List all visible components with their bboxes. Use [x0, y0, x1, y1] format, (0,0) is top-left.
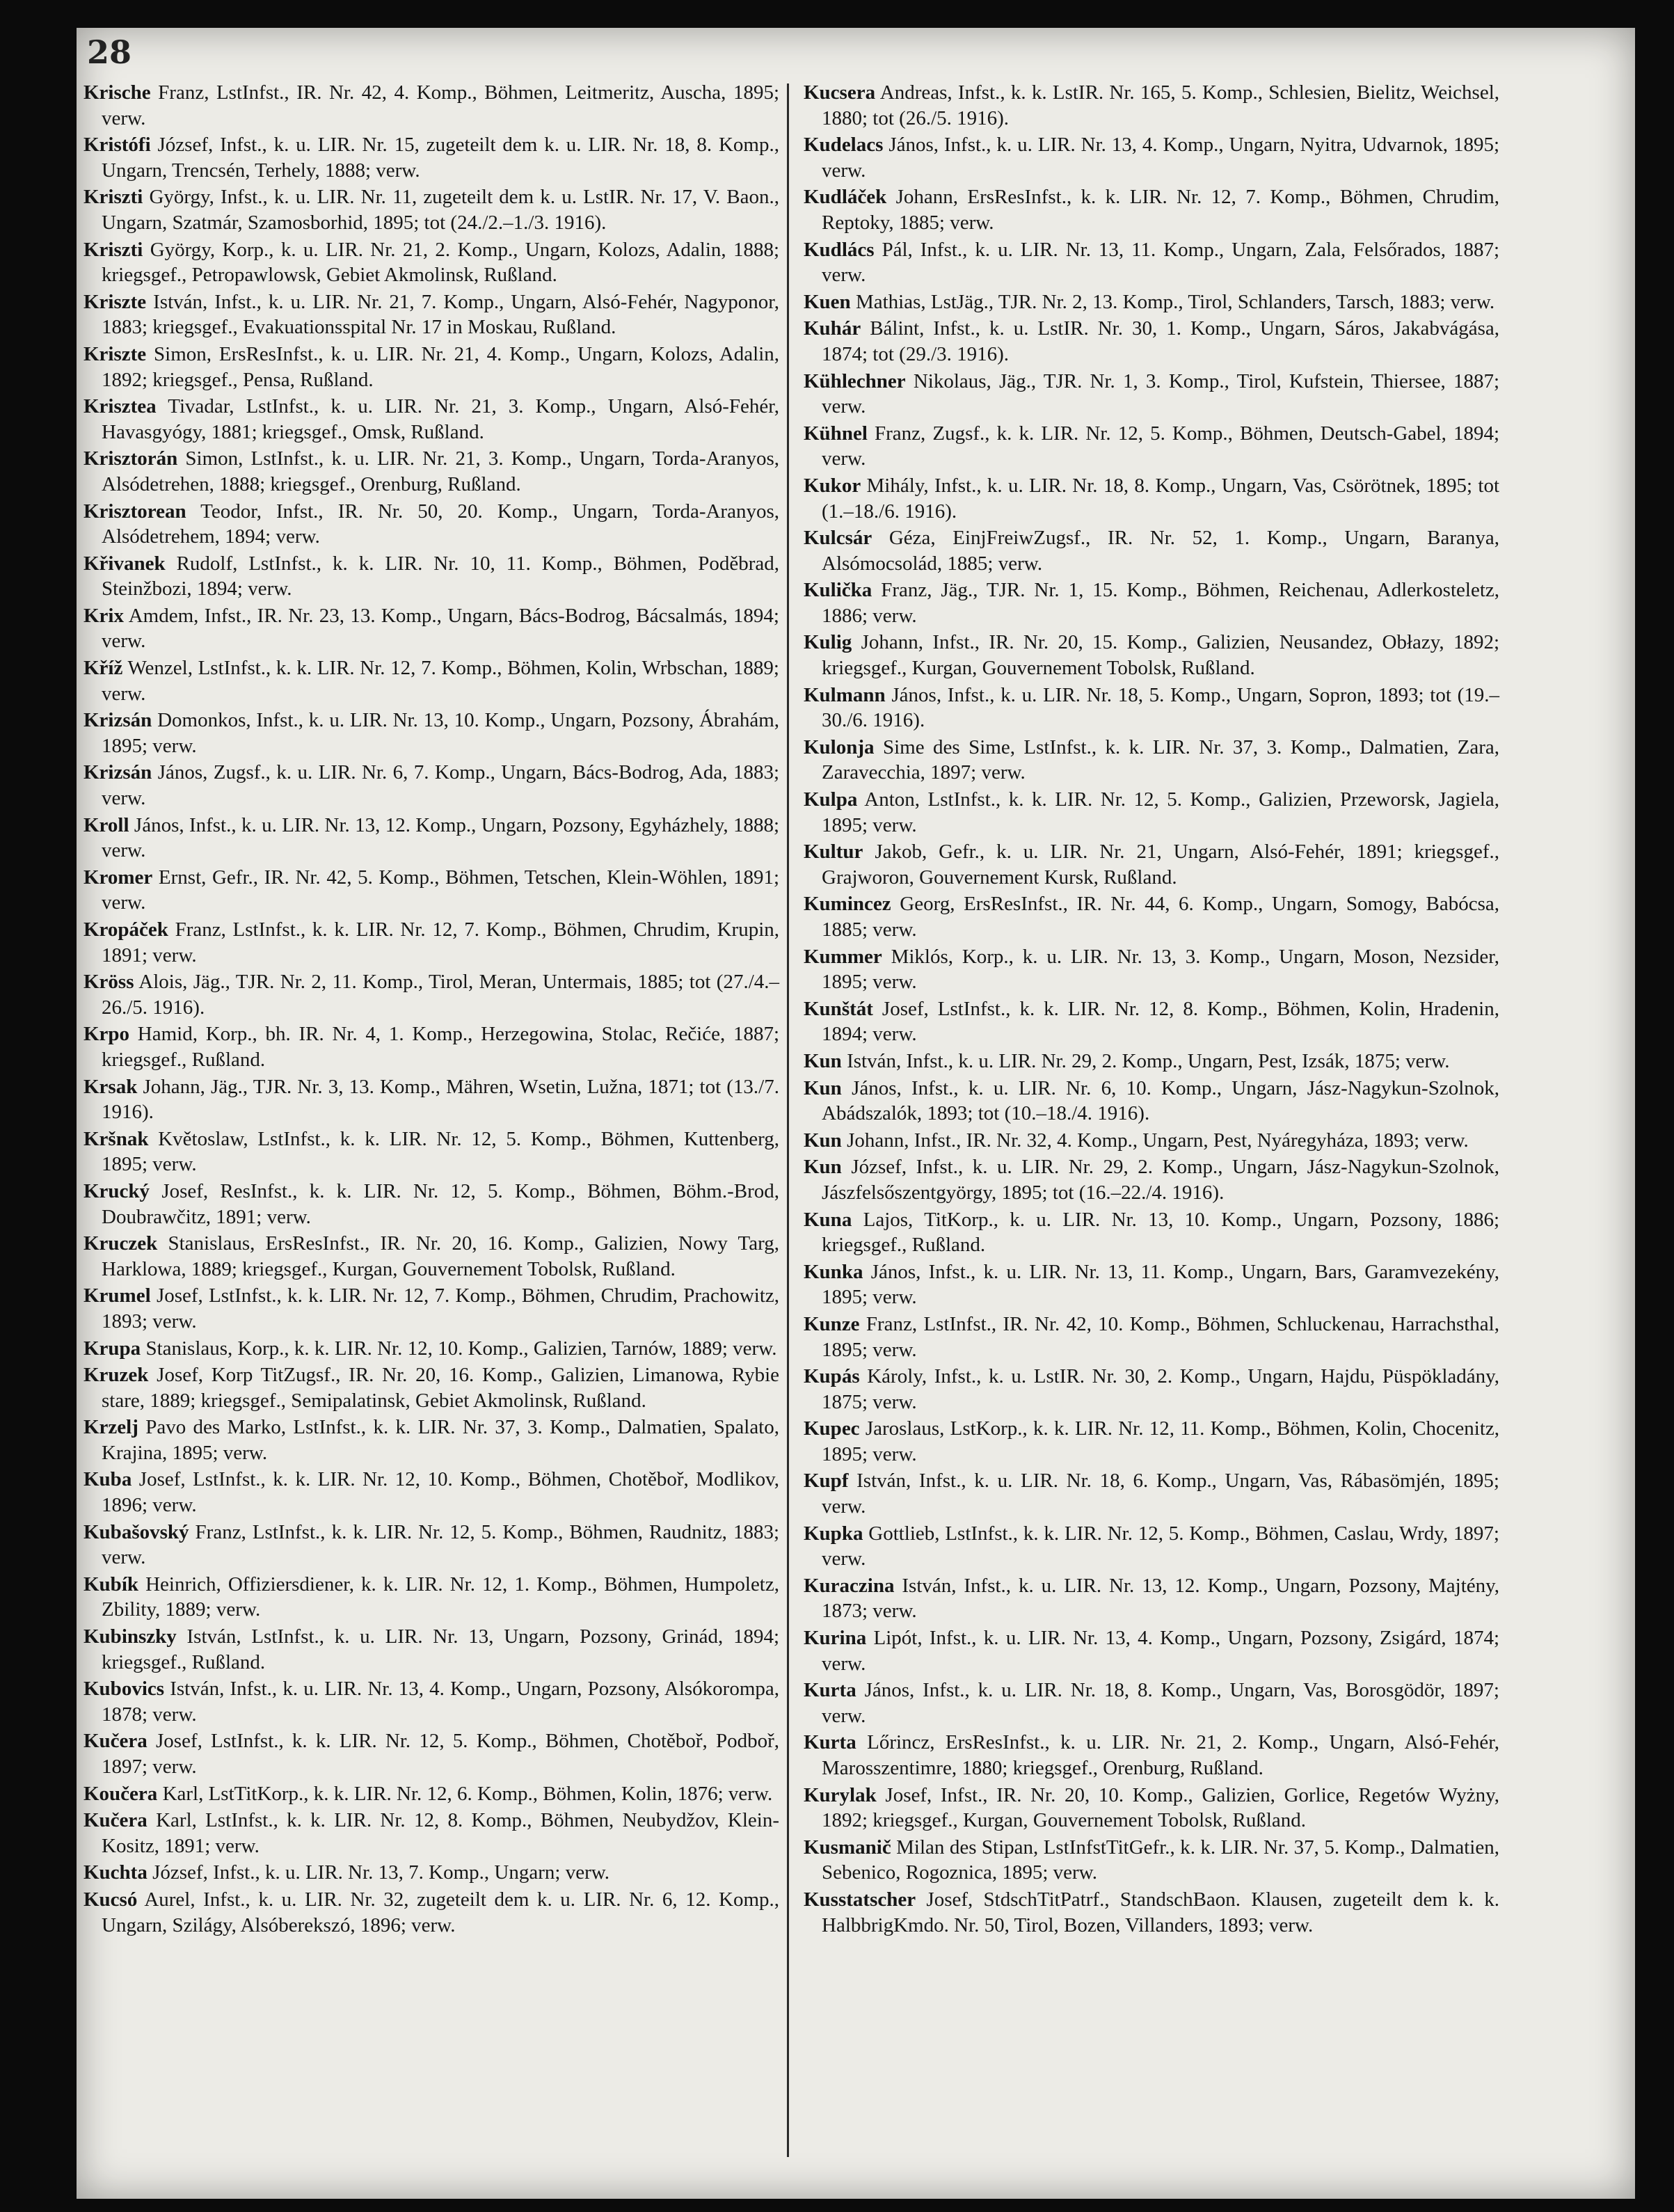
- entry-surname: Kudelacs: [804, 134, 884, 157]
- casualty-entry: [83, 1336, 779, 1362]
- entry-surname: Kun: [804, 1156, 842, 1179]
- casualty-entry: [804, 1521, 1499, 1572]
- entry-details: János, Zugsf., k. u. LIR. Nr. 6, 7. Komp., Ungarn, Bács-Bodrog, Ada, 1883; verw.: [102, 761, 780, 810]
- entry-surname: Kun: [804, 1049, 842, 1072]
- entry-surname: Kuhár: [804, 317, 861, 340]
- entry-surname: Kromer: [83, 866, 153, 889]
- casualty-entry: [804, 132, 1499, 183]
- casualty-entry: [804, 1259, 1499, 1310]
- casualty-entry: [83, 551, 779, 602]
- entry-surname: Kulcsár: [804, 527, 872, 550]
- entry-details: Tivadar, LstInfst., k. u. LIR. Nr. 21, 3. Komp., Ungarn, Alsó-Fehér, Havasgyógy, 1881; kriegsgef., Omsk, Rußland.: [102, 395, 779, 443]
- casualty-entry: [83, 1362, 779, 1413]
- entry-details: Mathias, LstJäg., TJR. Nr. 2, 13. Komp., Tirol, Schlanders, Tarsch, 1883; verw.: [855, 290, 1495, 313]
- entry-surname: Kukor: [804, 474, 861, 497]
- entry-details: Franz, Zugsf., k. k. LIR. Nr. 12, 5. Komp., Böhmen, Deutsch-Gabel, 1894; verw.: [822, 422, 1499, 470]
- entry-details: István, Infst., k. u. LIR. Nr. 29, 2. Komp., Ungarn, Pest, Izsák, 1875; verw.: [847, 1049, 1450, 1072]
- casualty-entry: [83, 289, 779, 340]
- entry-surname: Kubašovský: [83, 1520, 189, 1543]
- entry-surname: Kuen: [804, 290, 851, 313]
- casualty-entry: [804, 1076, 1499, 1127]
- casualty-entry: [804, 1128, 1499, 1154]
- entry-surname: Kubinszky: [83, 1625, 177, 1648]
- casualty-entry: [83, 1808, 779, 1859]
- casualty-entry: [83, 394, 779, 445]
- entry-details: Josef, LstInfst., k. k. LIR. Nr. 12, 7. Komp., Böhmen, Chrudim, Prachowitz, 1893; verw.: [102, 1284, 780, 1332]
- entry-surname: Kulpa: [804, 788, 858, 811]
- entry-details: Georg, ErsResInfst., IR. Nr. 44, 6. Komp., Ungarn, Somogy, Babócsa, 1885; verw.: [822, 893, 1500, 941]
- casualty-entry: [804, 735, 1499, 786]
- casualty-entry: [83, 446, 779, 497]
- entry-details: György, Infst., k. u. LIR. Nr. 11, zugeteilt dem k. u. LstIR. Nr. 17, V. Baon., Ungarn, Szatmár, Szamosborhid, 1895; tot (24./2.–1./3. 1916).: [102, 186, 779, 234]
- entry-surname: Kunka: [804, 1260, 863, 1283]
- entry-details: Johann, Infst., IR. Nr. 32, 4. Komp., Ungarn, Pest, Nyáregyháza, 1893; verw.: [847, 1129, 1469, 1152]
- entry-details: István, Infst., k. u. LIR. Nr. 21, 7. Komp., Ungarn, Alsó-Fehér, Nagyponor, 1883; kriegsgef., Evakuationsspital Nr. 17 in Moskau, Rußland.: [102, 290, 779, 339]
- entry-details: Simon, LstInfst., k. u. LIR. Nr. 21, 3. Komp., Ungarn, Torda-Aranyos, Alsódetrehen, 1888; kriegsgef., Orenburg, Rußland.: [102, 447, 779, 495]
- entry-details: József, Infst., k. u. LIR. Nr. 29, 2. Komp., Ungarn, Jász-Nagykun-Szolnok, Jászfelsőszentgyörgy, 1895; tot (16.–22./4. 1916).: [822, 1156, 1499, 1204]
- casualty-entry: [804, 1730, 1499, 1781]
- casualty-entry: [804, 525, 1499, 576]
- entry-details: Mihály, Infst., k. u. LIR. Nr. 18, 8. Komp., Ungarn, Vas, Csörötnek, 1895; tot (1.–18./6. 1916).: [822, 474, 1499, 523]
- entry-surname: Krix: [83, 604, 124, 627]
- entry-details: Pál, Infst., k. u. LIR. Nr. 13, 11. Komp., Ungarn, Zala, Felsőrados, 1887; verw.: [822, 238, 1500, 287]
- entry-surname: Kršnak: [83, 1127, 149, 1150]
- casualty-entry: [804, 630, 1499, 681]
- casualty-entry: [83, 1467, 779, 1518]
- casualty-entry: [83, 1887, 779, 1938]
- entry-surname: Kriszte: [83, 290, 147, 313]
- entry-details: Josef, Korp TitZugsf., IR. Nr. 20, 16. Komp., Galizien, Limanowa, Rybie stare, 1889; kriegsgef., Semipalatinsk, Gebiet Akmolinsk, Rußland.: [102, 1364, 780, 1412]
- casualty-entry: [804, 1678, 1499, 1728]
- entry-surname: Krupa: [83, 1337, 141, 1360]
- entry-details: Géza, EinjFreiwZugsf., IR. Nr. 52, 1. Komp., Ungarn, Baranya, Alsómocsolád, 1885; verw.: [822, 527, 1499, 575]
- entry-surname: Kun: [804, 1076, 842, 1099]
- casualty-entry: [804, 1468, 1499, 1519]
- entry-details: Karl, LstTitKorp., k. k. LIR. Nr. 12, 6. Komp., Böhmen, Kolin, 1876; verw.: [162, 1782, 773, 1805]
- entry-details: Lőrincz, ErsResInfst., k. u. LIR. Nr. 21, 2. Komp., Ungarn, Alsó-Fehér, Marosszentimre, 1880; kriegsgef., Orenburg, Rußland.: [822, 1731, 1500, 1779]
- casualty-entry: [83, 342, 779, 392]
- entry-details: Amdem, Infst., IR. Nr. 23, 13. Komp., Ungarn, Bács-Bodrog, Bácsalmás, 1894; verw.: [102, 604, 779, 653]
- casualty-entry: [804, 839, 1499, 890]
- entry-surname: Krucký: [83, 1179, 150, 1202]
- entry-surname: Kučera: [83, 1809, 148, 1832]
- entry-surname: Kupf: [804, 1470, 849, 1493]
- entry-details: Nikolaus, Jäg., TJR. Nr. 1, 3. Komp., Tirol, Kufstein, Thiersee, 1887; verw.: [822, 369, 1499, 418]
- entry-details: Josef, LstInfst., k. k. LIR. Nr. 12, 8. Komp., Böhmen, Kolin, Hradenin, 1894; verw.: [822, 997, 1499, 1046]
- entry-details: Jaroslaus, LstKorp., k. k. LIR. Nr. 12, 11. Komp., Böhmen, Kolin, Chocenitz, 1895; verw.: [822, 1417, 1500, 1465]
- casualty-entry: [83, 1520, 779, 1570]
- casualty-entry: [83, 184, 779, 235]
- entry-details: Sime des Sime, LstInfst., k. k. LIR. Nr. 37, 3. Komp., Dalmatien, Zara, Zaravecchia, 1897; verw.: [822, 735, 1500, 784]
- entry-surname: Kulmann: [804, 683, 886, 706]
- entry-surname: Kropáček: [83, 918, 168, 941]
- entry-details: János, Infst., k. u. LIR. Nr. 13, 11. Komp., Ungarn, Bars, Garamvezekény, 1895; verw.: [822, 1260, 1500, 1309]
- casualty-entry: [83, 760, 779, 811]
- casualty-entry: [804, 787, 1499, 838]
- entry-details: István, Infst., k. u. LIR. Nr. 13, 4. Komp., Ungarn, Pozsony, Alsókorompa, 1878; verw.: [102, 1678, 780, 1726]
- entry-surname: Kuna: [804, 1208, 852, 1231]
- casualty-entry: [83, 1283, 779, 1334]
- entry-surname: Kröss: [83, 971, 134, 994]
- entry-details: György, Korp., k. u. LIR. Nr. 21, 2. Komp., Ungarn, Kolozs, Adalin, 1888; kriegsgef., Petropawlowsk, Gebiet Akmolinsk, Rußland.: [102, 238, 780, 287]
- entry-surname: Kulička: [804, 579, 872, 602]
- entry-details: Stanislaus, Korp., k. k. LIR. Nr. 12, 10. Komp., Galizien, Tarnów, 1889; verw.: [145, 1337, 777, 1360]
- casualty-entry: [804, 1207, 1499, 1258]
- entry-details: Lajos, TitKorp., k. u. LIR. Nr. 13, 10. Komp., Ungarn, Pozsony, 1886; kriegsgef., Rußland.: [822, 1208, 1499, 1257]
- entry-details: János, Infst., k. u. LIR. Nr. 18, 8. Komp., Ungarn, Vas, Borosgödör, 1897; verw.: [822, 1679, 1499, 1727]
- entry-surname: Kusstatscher: [804, 1888, 916, 1911]
- casualty-entry: [83, 917, 779, 968]
- entry-surname: Kurina: [804, 1627, 867, 1650]
- casualty-entry: [83, 1572, 779, 1623]
- casualty-entry: [83, 1781, 779, 1807]
- entry-details: István, LstInfst., k. u. LIR. Nr. 13, Ungarn, Pozsony, Grinád, 1894; kriegsgef., Rußland.: [102, 1625, 779, 1673]
- entry-surname: Kultur: [804, 841, 863, 864]
- entry-surname: Kruzek: [83, 1364, 149, 1387]
- casualty-entry: [83, 1231, 779, 1282]
- casualty-entry: [83, 1676, 779, 1727]
- entry-details: Jakob, Gefr., k. u. LIR. Nr. 21, Ungarn, Alsó-Fehér, 1891; kriegsgef., Grajworon, Gouvernement Kursk, Rußland.: [822, 841, 1500, 889]
- entry-surname: Krisztorean: [83, 500, 186, 523]
- entry-surname: Kuba: [83, 1468, 132, 1491]
- entry-surname: Krisztea: [83, 395, 157, 418]
- entry-details: József, Infst., k. u. LIR. Nr. 13, 7. Komp., Ungarn; verw.: [152, 1861, 610, 1884]
- entry-surname: Krsak: [83, 1075, 138, 1098]
- entry-details: Miklós, Korp., k. u. LIR. Nr. 13, 3. Komp., Ungarn, Moson, Nezsider, 1895; verw.: [822, 945, 1499, 994]
- casualty-entry: [804, 1887, 1499, 1938]
- entry-surname: Krzelj: [83, 1416, 138, 1439]
- entry-surname: Kubovics: [83, 1678, 165, 1701]
- casualty-entry: [804, 289, 1499, 315]
- page-number: 28: [87, 33, 132, 71]
- entry-surname: Kumincez: [804, 893, 891, 916]
- casualty-entry: [804, 944, 1499, 995]
- casualty-entry: [83, 603, 779, 654]
- column-divider: [787, 83, 789, 2157]
- casualty-entry: [83, 813, 779, 864]
- casualty-entry: [83, 1728, 779, 1779]
- entry-details: Alois, Jäg., TJR. Nr. 2, 11. Komp., Tirol, Meran, Untermais, 1885; tot (27./4.–26./5. 1916).: [102, 971, 779, 1019]
- entry-details: Karl, LstInfst., k. k. LIR. Nr. 12, 8. Komp., Böhmen, Neubydžov, Klein-Kositz, 1891; verw.: [102, 1809, 779, 1857]
- entry-details: Franz, LstInfst., k. k. LIR. Nr. 12, 7. Komp., Böhmen, Chrudim, Krupin, 1891; verw.: [102, 918, 779, 966]
- left-column: [83, 80, 779, 1939]
- casualty-entry: [83, 969, 779, 1020]
- casualty-entry: [83, 80, 779, 131]
- entry-surname: Kulig: [804, 631, 852, 654]
- entry-surname: Kučera: [83, 1730, 148, 1753]
- entry-surname: Kristófi: [83, 134, 151, 157]
- entry-surname: Kusmanič: [804, 1836, 891, 1859]
- entry-details: János, Infst., k. u. LIR. Nr. 6, 10. Komp., Ungarn, Jász-Nagykun-Szolnok, Abádszalók, 1893; tot (10.–18./4. 1916).: [822, 1076, 1500, 1125]
- entry-details: Johann, Infst., IR. Nr. 20, 15. Komp., Galizien, Neusandez, Obłazy, 1892; kriegsgef., Kurgan, Gouvernement Tobolsk, Rußland.: [822, 631, 1499, 680]
- entry-surname: Kupec: [804, 1417, 860, 1440]
- casualty-entry: [804, 1625, 1499, 1676]
- entry-surname: Křivanek: [83, 552, 166, 575]
- entry-surname: Kudláček: [804, 186, 887, 209]
- casualty-entry: [83, 1021, 779, 1072]
- casualty-entry: [804, 1416, 1499, 1467]
- entry-details: Domonkos, Infst., k. u. LIR. Nr. 13, 10. Komp., Ungarn, Pozsony, Ábrahám, 1895; verw.: [102, 709, 780, 757]
- entry-surname: Kupás: [804, 1365, 860, 1388]
- casualty-entry: [804, 184, 1499, 235]
- casualty-entry: [804, 421, 1499, 472]
- entry-details: Květoslaw, LstInfst., k. k. LIR. Nr. 12, 5. Komp., Böhmen, Kuttenberg, 1895; verw.: [102, 1127, 780, 1176]
- casualty-entry: [804, 891, 1499, 942]
- casualty-entry: [83, 237, 779, 288]
- casualty-entry: [83, 655, 779, 706]
- entry-details: Milan des Stipan, LstInfstTitGefr., k. k. LIR. Nr. 37, 5. Komp., Dalmatien, Sebenico, Rogoznica, 1895; verw.: [822, 1836, 1499, 1884]
- entry-details: Josef, LstInfst., k. k. LIR. Nr. 12, 5. Komp., Böhmen, Chotěboř, Podboř, 1897; verw.: [102, 1730, 780, 1778]
- entry-details: Heinrich, Offiziersdiener, k. k. LIR. Nr. 12, 1. Komp., Böhmen, Humpoletz, Zbility, 1889; verw.: [102, 1573, 779, 1621]
- entry-surname: Kummer: [804, 945, 882, 968]
- entry-surname: Kuchta: [83, 1861, 148, 1884]
- entry-surname: Krische: [83, 81, 151, 104]
- entry-details: Pavo des Marko, LstInfst., k. k. LIR. Nr. 37, 3. Komp., Dalmatien, Spalato, Krajina, 1895; verw.: [102, 1416, 779, 1464]
- casualty-entry: [83, 1074, 779, 1125]
- entry-details: Hamid, Korp., bh. IR. Nr. 4, 1. Komp., Herzegowina, Stolac, Rečiće, 1887; kriegsgef., Rußland.: [102, 1023, 780, 1071]
- entry-surname: Kriszti: [83, 186, 143, 209]
- casualty-entry: [83, 1860, 779, 1886]
- entry-details: János, Infst., k. u. LIR. Nr. 13, 4. Komp., Ungarn, Nyitra, Udvarnok, 1895; verw.: [822, 134, 1500, 182]
- casualty-entry: [83, 1179, 779, 1230]
- entry-details: Anton, LstInfst., k. k. LIR. Nr. 12, 5. Komp., Galizien, Przeworsk, Jagiela, 1895; verw.: [822, 788, 1499, 836]
- entry-surname: Kriszte: [83, 342, 147, 365]
- entry-surname: Kunze: [804, 1312, 860, 1335]
- entry-surname: Kucsó: [83, 1888, 138, 1911]
- entry-surname: Kulonja: [804, 735, 875, 758]
- entry-surname: Kříž: [83, 657, 123, 680]
- entry-surname: Koučera: [83, 1782, 158, 1805]
- entry-surname: Krisztorán: [83, 447, 178, 470]
- entry-details: Stanislaus, ErsResInfst., IR. Nr. 20, 16. Komp., Galizien, Nowy Targ, Harklowa, 1889; kriegsgef., Kurgan, Gouvernement Tobolsk, Rußland.: [102, 1232, 779, 1280]
- right-column: [804, 80, 1499, 1939]
- casualty-entry: [804, 473, 1499, 524]
- entry-details: Franz, LstInfst., k. k. LIR. Nr. 12, 5. Komp., Böhmen, Raudnitz, 1883; verw.: [102, 1520, 779, 1569]
- entry-details: Franz, Jäg., TJR. Nr. 1, 15. Komp., Böhmen, Reichenau, Adlerkosteletz, 1886; verw.: [822, 579, 1499, 627]
- entry-surname: Kun: [804, 1129, 842, 1152]
- entry-details: Josef, StdschTitPatrf., StandschBaon. Klausen, zugeteilt dem k. k. HalbbrigKmdo. Nr. 50, Tirol, Bozen, Villanders, 1893; verw.: [822, 1888, 1500, 1936]
- entry-details: Johann, Jäg., TJR. Nr. 3, 13. Komp., Mähren, Wsetin, Lužna, 1871; tot (13./7. 1916).: [102, 1075, 779, 1124]
- casualty-entry: [804, 1312, 1499, 1362]
- casualty-entry: [83, 708, 779, 758]
- entry-surname: Kruczek: [83, 1232, 158, 1255]
- entry-details: Josef, ResInfst., k. k. LIR. Nr. 12, 5. Komp., Böhmen, Böhm.-Brod, Doubrawčitz, 1891; verw.: [102, 1179, 779, 1228]
- entry-details: Franz, LstInfst., IR. Nr. 42, 4. Komp., Böhmen, Leitmeritz, Auscha, 1895; verw.: [102, 81, 780, 129]
- entry-details: Josef, LstInfst., k. k. LIR. Nr. 12, 10. Komp., Böhmen, Chotěboř, Modlikov, 1896; verw.: [102, 1468, 779, 1517]
- entry-details: Simon, ErsResInfst., k. u. LIR. Nr. 21, 4. Komp., Ungarn, Kolozs, Adalin, 1892; kriegsgef., Pensa, Rußland.: [102, 342, 779, 391]
- entry-surname: Kroll: [83, 813, 129, 836]
- entry-details: János, Infst., k. u. LIR. Nr. 18, 5. Komp., Ungarn, Sopron, 1893; tot (19.–30./6. 1916).: [822, 683, 1500, 732]
- entry-details: Wenzel, LstInfst., k. k. LIR. Nr. 12, 7. Komp., Böhmen, Kolin, Wrbschan, 1889; verw.: [102, 657, 779, 705]
- entry-surname: Krpo: [83, 1023, 130, 1046]
- entry-surname: Kurta: [804, 1731, 856, 1754]
- entry-details: Teodor, Infst., IR. Nr. 50, 20. Komp., Ungarn, Torda-Aranyos, Alsódetrehem, 1894; verw.: [102, 500, 779, 548]
- casualty-entry: [804, 1573, 1499, 1624]
- entry-surname: Kurylak: [804, 1783, 877, 1806]
- entry-details: Josef, Infst., IR. Nr. 20, 10. Komp., Galizien, Gorlice, Regetów Wyżny, 1892; kriegsgef., Kurgan, Gouvernement Tobolsk, Rußland.: [822, 1783, 1500, 1832]
- casualty-entry: [804, 1364, 1499, 1415]
- casualty-entry: [804, 237, 1499, 288]
- entry-surname: Kühlechner: [804, 369, 906, 392]
- casualty-entry: [804, 1783, 1499, 1833]
- casualty-entry: [804, 1154, 1499, 1205]
- entry-details: Franz, LstInfst., IR. Nr. 42, 10. Komp., Böhmen, Schluckenau, Harrachsthal, 1895; verw.: [822, 1312, 1499, 1361]
- casualty-entry: [83, 1127, 779, 1177]
- entry-details: Ernst, Gefr., IR. Nr. 42, 5. Komp., Böhmen, Tetschen, Klein-Wöhlen, 1891; verw.: [102, 866, 779, 914]
- casualty-entry: [804, 996, 1499, 1047]
- entry-surname: Kunštát: [804, 997, 873, 1020]
- entry-surname: Kubík: [83, 1573, 138, 1596]
- casualty-entry: [804, 369, 1499, 420]
- entry-details: Bálint, Infst., k. u. LstIR. Nr. 30, 1. Komp., Ungarn, Sáros, Jakabvágása, 1874; tot (29./3. 1916).: [822, 317, 1500, 365]
- entry-surname: Krizsán: [83, 709, 152, 732]
- entry-details: Aurel, Infst., k. u. LIR. Nr. 32, zugeteilt dem k. u. LIR. Nr. 6, 12. Komp., Ungarn, Szilágy, Alsóberekszó, 1896; verw.: [102, 1888, 780, 1936]
- casualty-entry: [804, 1835, 1499, 1886]
- casualty-entry: [83, 499, 779, 550]
- entry-details: István, Infst., k. u. LIR. Nr. 18, 6. Komp., Ungarn, Vas, Rábasömjén, 1895; verw.: [822, 1470, 1499, 1518]
- entry-details: Rudolf, LstInfst., k. k. LIR. Nr. 10, 11. Komp., Böhmen, Poděbrad, Steinžbozi, 1894; verw.: [102, 552, 779, 600]
- entry-details: Lipót, Infst., k. u. LIR. Nr. 13, 4. Komp., Ungarn, Pozsony, Zsigárd, 1874; verw.: [822, 1627, 1500, 1675]
- casualty-entry: [83, 1624, 779, 1675]
- casualty-entry: [804, 1049, 1499, 1074]
- casualty-entry: [804, 80, 1499, 131]
- entry-surname: Kühnel: [804, 422, 868, 445]
- entry-surname: Kurta: [804, 1679, 856, 1702]
- entry-details: Andreas, Infst., k. k. LstIR. Nr. 165, 5. Komp., Schlesien, Bielitz, Weichsel, 1880; tot (26./5. 1916).: [822, 81, 1499, 129]
- entry-details: Gottlieb, LstInfst., k. k. LIR. Nr. 12, 5. Komp., Böhmen, Caslau, Wrdy, 1897; verw.: [822, 1522, 1499, 1570]
- casualty-entry: [804, 316, 1499, 367]
- casualty-entry: [83, 1415, 779, 1465]
- entry-details: János, Infst., k. u. LIR. Nr. 13, 12. Komp., Ungarn, Pozsony, Egyházhely, 1888; verw.: [102, 813, 780, 862]
- entry-details: István, Infst., k. u. LIR. Nr. 13, 12. Komp., Ungarn, Pozsony, Majtény, 1873; verw.: [822, 1574, 1499, 1623]
- entry-surname: Kucsera: [804, 81, 876, 104]
- casualty-entry: [83, 865, 779, 916]
- entry-surname: Kudlács: [804, 238, 875, 261]
- entry-surname: Krizsán: [83, 761, 152, 784]
- entry-surname: Krumel: [83, 1284, 151, 1307]
- entry-details: József, Infst., k. u. LIR. Nr. 15, zugeteilt dem k. u. LIR. Nr. 18, 8. Komp., Ungarn, Trencsén, Terhely, 1888; verw.: [102, 134, 779, 182]
- entry-details: Johann, ErsResInfst., k. k. LIR. Nr. 12, 7. Komp., Böhmen, Chrudim, Reptoky, 1885; verw.: [822, 186, 1499, 234]
- casualty-entry: [804, 683, 1499, 733]
- entry-details: Károly, Infst., k. u. LstIR. Nr. 30, 2. Komp., Ungarn, Hajdu, Püspökladány, 1875; verw.: [822, 1365, 1500, 1413]
- entry-surname: Kuraczina: [804, 1574, 895, 1597]
- casualty-entry: [804, 578, 1499, 628]
- entry-surname: Kupka: [804, 1522, 863, 1545]
- casualty-entry: [83, 132, 779, 183]
- entry-surname: Kriszti: [83, 238, 143, 261]
